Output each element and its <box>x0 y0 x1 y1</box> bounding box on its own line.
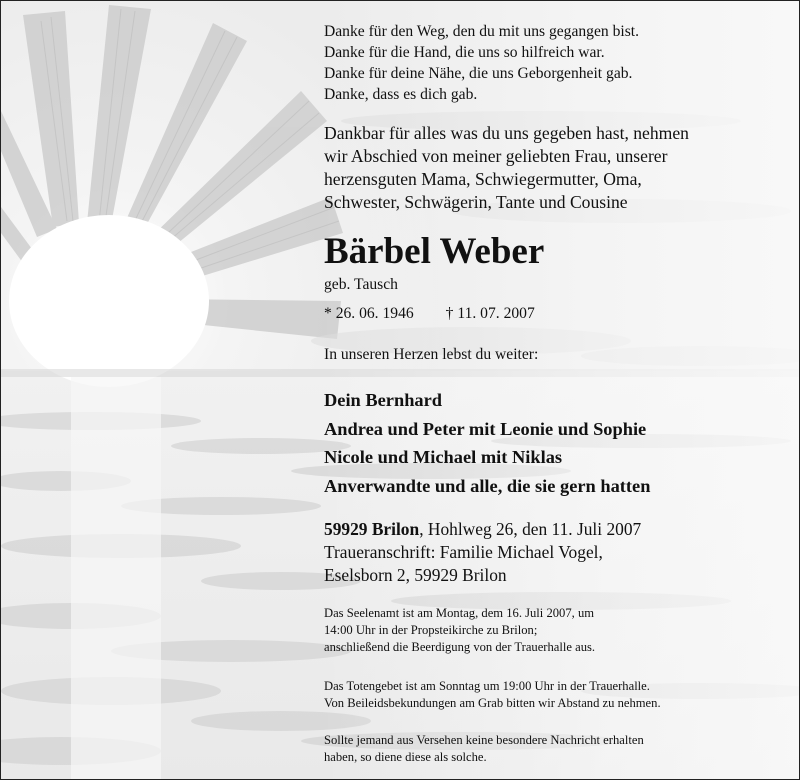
birth-date: * 26. 06. 1946 <box>324 305 414 322</box>
poem-line: Danke, dass es dich gab. <box>324 86 478 103</box>
intro-line: Schwester, Schwägerin, Tante und Cousine <box>324 192 628 212</box>
farewell-intro <box>324 122 689 214</box>
closing-notice <box>324 732 644 766</box>
mourner-line: Dein Bernhard <box>324 390 443 410</box>
death-date: † 11. 07. 2007 <box>445 305 535 322</box>
place-and-date <box>324 518 641 541</box>
intro-line: Dankbar für alles was du uns gegeben hast, nehmen <box>324 123 689 143</box>
notice-line: Von Beileidsbekundungen am Grab bitten wir Abstand zu nehmen. <box>324 696 661 710</box>
heart-line: In unseren Herzen lebst du weiter: <box>324 346 539 363</box>
poem-line: Danke für die Hand, die uns so hilfreich war. <box>324 44 605 61</box>
requiem-notice <box>324 605 595 656</box>
place-name: 59929 Brilon <box>324 519 420 539</box>
notice-line: Das Totengebet ist am Sonntag um 19:00 Uhr in der Trauerhalle. <box>324 679 650 693</box>
intro-line: wir Abschied von meiner geliebten Frau, unserer <box>324 146 668 166</box>
birth-name: geb. Tausch <box>324 276 398 293</box>
intro-line: herzensguten Mama, Schwiegermutter, Oma, <box>324 169 642 189</box>
mourning-contact: Traueranschrift: Familie Michael Vogel, <box>324 542 603 562</box>
mourner-line: Andrea und Peter mit Leonie und Sophie <box>324 418 647 439</box>
notice-line: anschließend die Beerdigung von der Trauerhalle aus. <box>324 640 596 654</box>
mourning-contact-address: Eselsborn 2, 59929 Brilon <box>324 565 507 585</box>
notice-line: haben, so diene diese als solche. <box>324 750 487 764</box>
notice-line: Das Seelenamt ist am Montag, dem 16. Juli 2007, um <box>324 606 595 620</box>
mourning-address <box>324 518 641 587</box>
prayer-notice <box>324 678 661 712</box>
life-dates <box>324 304 535 324</box>
poem-line: Danke für deine Nähe, die uns Geborgenheit gab. <box>324 65 633 82</box>
mourners-list <box>324 386 650 500</box>
mourner-line: Nicole und Michael mit Niklas <box>324 447 563 467</box>
deceased-name: Bärbel Weber <box>324 231 545 272</box>
mourner-line: Anverwandte und alle, die sie gern hatten <box>324 475 651 496</box>
street-and-date: , Hohlweg 26, den 11. Juli 2007 <box>419 519 642 539</box>
poem <box>324 21 639 105</box>
notice-line: Sollte jemand aus Versehen keine besondere Nachricht erhalten <box>324 733 644 747</box>
notice-line: 14:00 Uhr in der Propsteikirche zu Brilon; <box>324 623 538 637</box>
poem-line: Danke für den Weg, den du mit uns gegangen bist. <box>324 23 640 40</box>
